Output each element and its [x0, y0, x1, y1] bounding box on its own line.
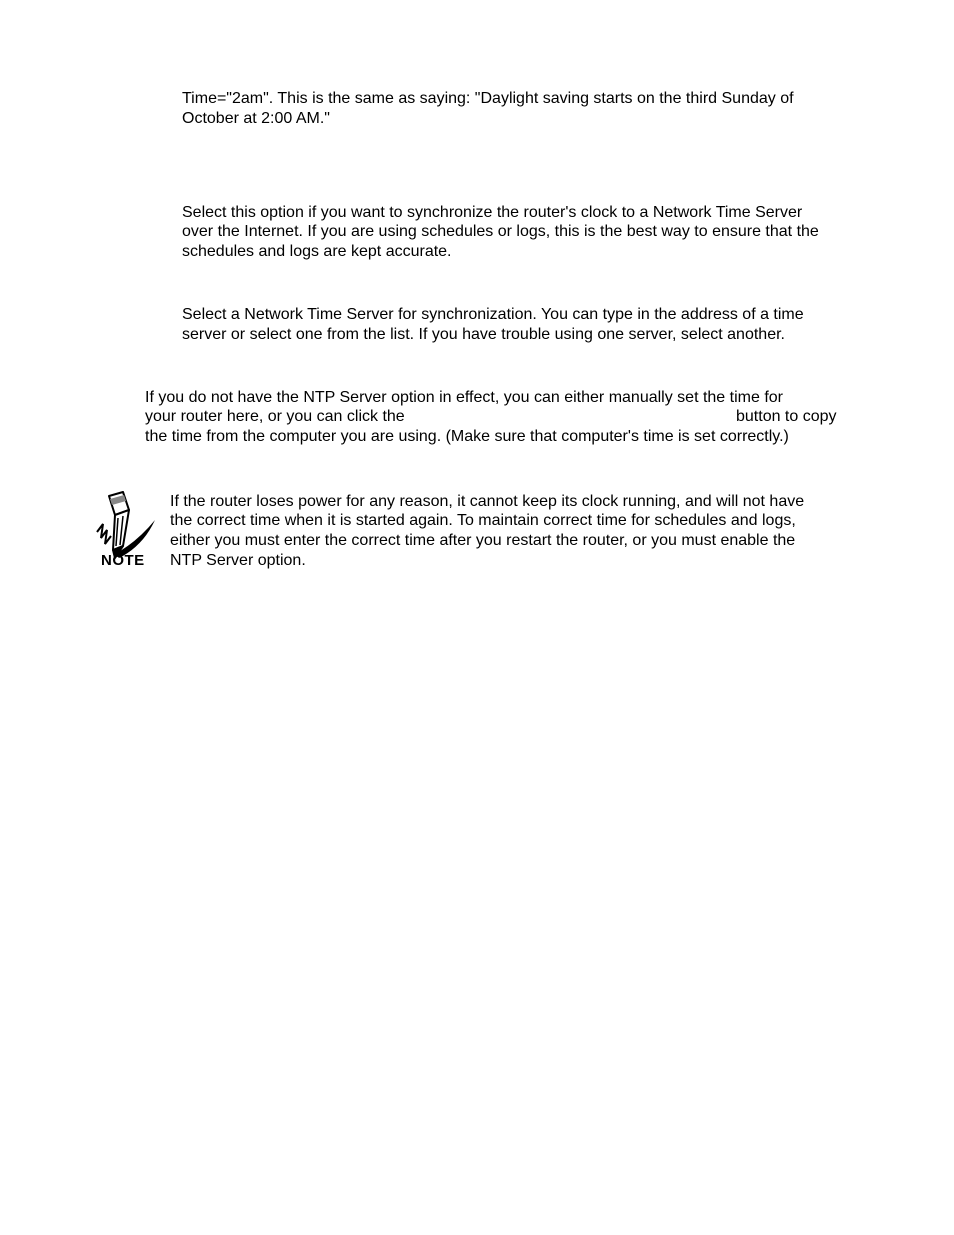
text-line: If the router loses power for any reason, it cannot keep its clock running, and will not have [170, 493, 805, 510]
text-line: Select a Network Time Server for synchronization. You can type in the address of a time [182, 306, 804, 323]
text-line: server or select one from the list. If you have trouble using one server, select another. [182, 326, 785, 343]
text-line: either you must enter the correct time after you restart the router, or you must enable the [170, 532, 796, 549]
text-line: Select this option if you want to synchronize the router's clock to a Network Time Server [182, 204, 803, 221]
note-label: NOTE [101, 552, 145, 569]
text-line: the correct time when it is started again. To maintain correct time for schedules and logs, [170, 512, 796, 529]
text-line: If you do not have the NTP Server option in effect, you can either manually set the time for [145, 389, 783, 406]
text-line: October at 2:00 AM." [182, 110, 330, 127]
text-line: NTP Server option. [170, 552, 306, 569]
text-line: over the Internet. If you are using schedules or logs, this is the best way to ensure that the [182, 223, 819, 240]
text-line: the time from the computer you are using. (Make sure that computer's time is set correctly.) [145, 428, 789, 445]
text-line: Time="2am". This is the same as saying: "Daylight saving starts on the third Sunday of [182, 90, 794, 107]
text-line: schedules and logs are kept accurate. [182, 243, 452, 260]
text-line: button to copy [736, 408, 837, 425]
text-line: your router here, or you can click the [145, 408, 405, 425]
